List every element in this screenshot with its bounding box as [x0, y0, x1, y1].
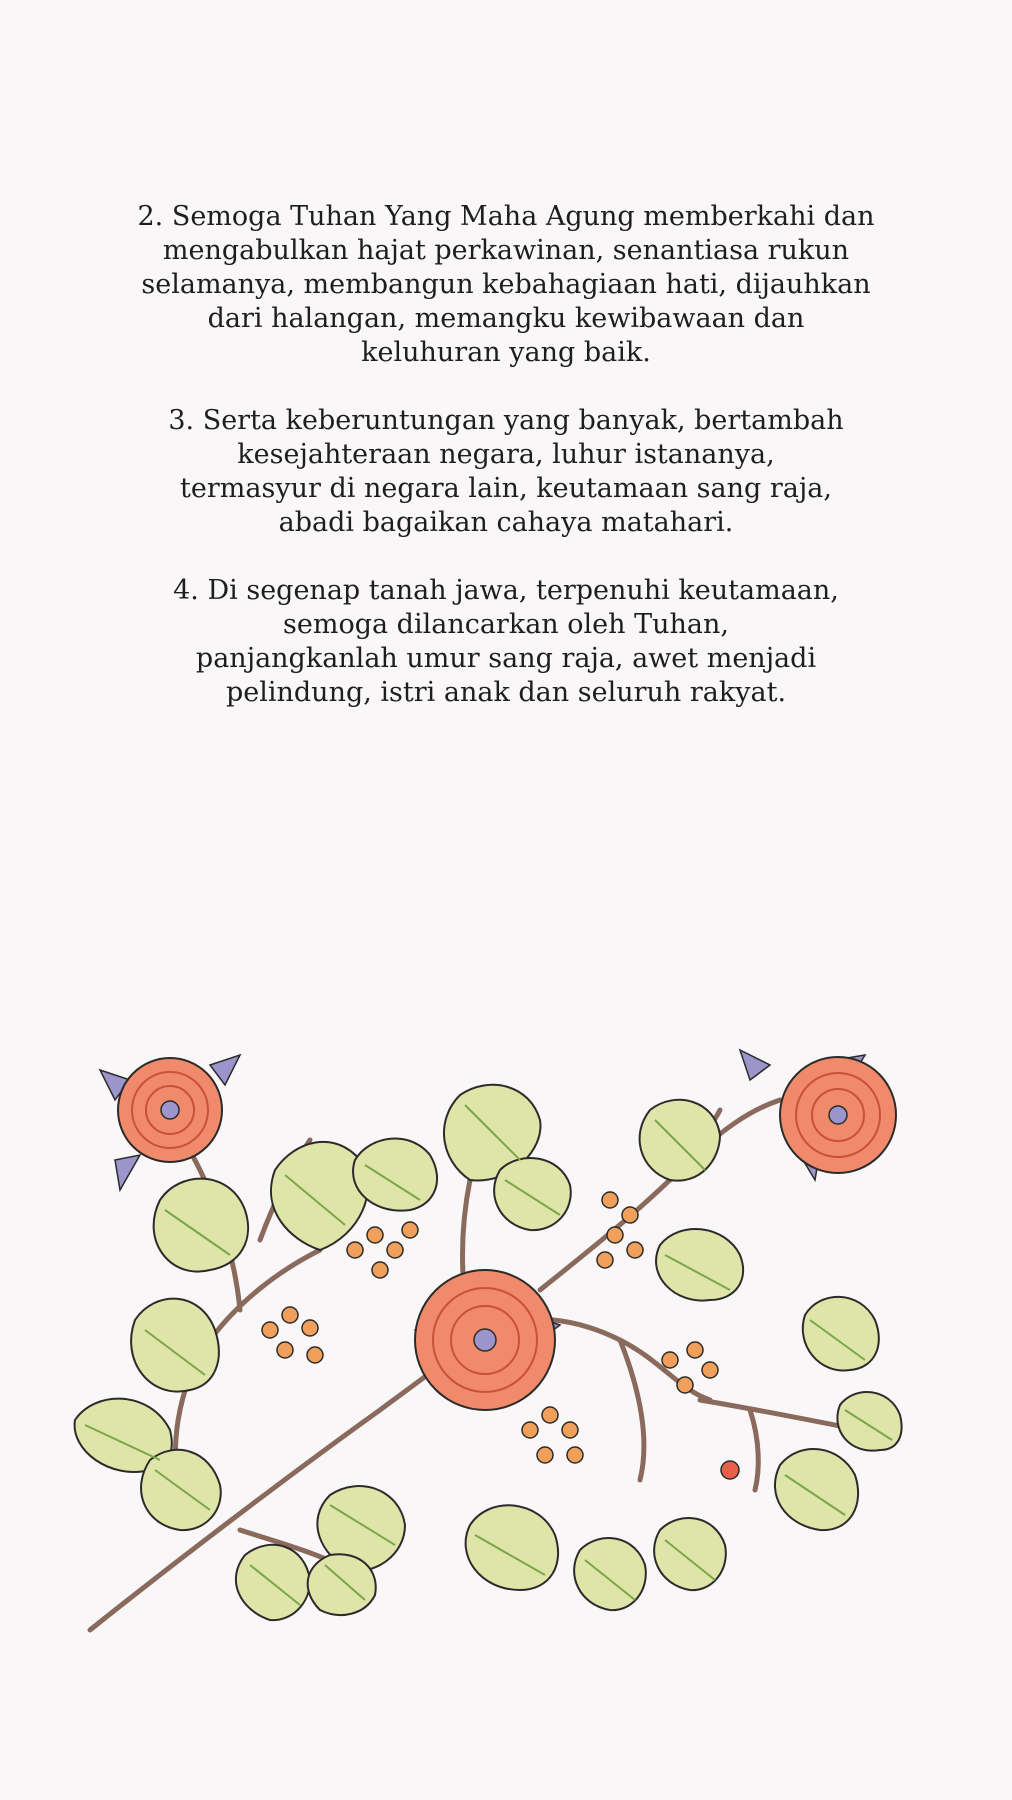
verse-line: mengabulkan hajat perkawinan, senantiasa rukun: [162, 235, 850, 266]
verse-line: pelindung, istri anak dan seluruh rakyat.: [225, 677, 787, 708]
verse-line: panjangkanlah umur sang raja, awet menjadi: [195, 643, 817, 674]
leaf: [640, 1100, 720, 1181]
leaf: [837, 1392, 901, 1451]
rose-right: [780, 1057, 896, 1173]
floral-branch-illustration: [60, 1010, 950, 1650]
verse-line: termasyur di negara lain, keutamaan sang raja,: [180, 473, 832, 504]
leaf: [803, 1297, 879, 1371]
rose-center: [415, 1270, 555, 1410]
verse-4: [60, 574, 952, 710]
verse-line: dari halangan, memangku kewibawaan dan: [207, 303, 805, 334]
leaf: [775, 1449, 858, 1530]
verse-line: kesejahteraan negara, luhur istananya,: [237, 439, 775, 470]
verse-2: [60, 200, 952, 370]
leaf: [154, 1179, 248, 1272]
verse-line: semoga dilancarkan oleh Tuhan,: [283, 609, 729, 640]
verse-line: 4. Di segenap tanah jawa, terpenuhi keutamaan,: [173, 575, 839, 606]
leaf: [494, 1158, 571, 1230]
verse-line: abadi bagaikan cahaya matahari.: [278, 507, 734, 538]
leaf: [131, 1299, 219, 1392]
verse-line: 2. Semoga Tuhan Yang Maha Agung memberkahi dan: [137, 201, 875, 232]
verse-line: 3. Serta keberuntungan yang banyak, bertambah: [168, 405, 844, 436]
verse-line: keluhuran yang baik.: [361, 337, 651, 368]
rose-left: [118, 1058, 222, 1162]
verse-line: selamanya, membangun kebahagiaan hati, dijauhkan: [141, 269, 871, 300]
verse-text-block: [60, 200, 952, 744]
verse-3: [60, 404, 952, 540]
leaf: [308, 1554, 376, 1615]
leaf: [271, 1142, 368, 1250]
leaf: [466, 1505, 558, 1590]
